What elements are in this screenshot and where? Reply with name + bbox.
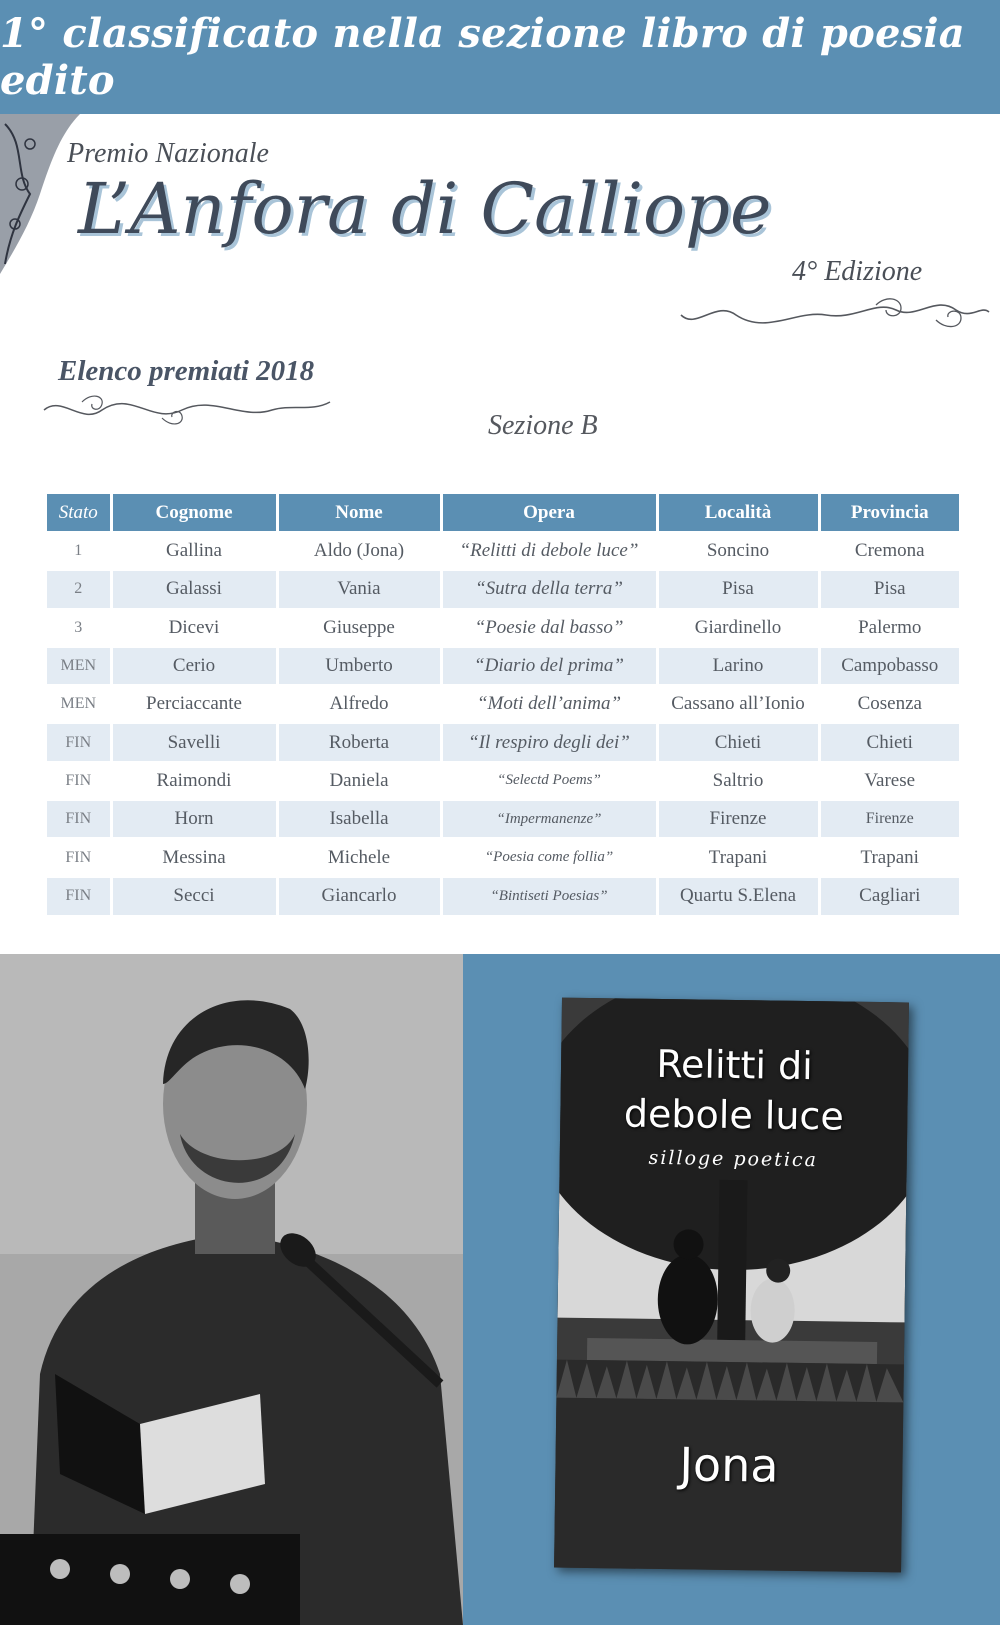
table-row xyxy=(47,800,959,838)
results-table xyxy=(47,494,959,915)
cell-stato: FIN xyxy=(47,838,111,876)
cell-nome: Aldo (Jona) xyxy=(277,532,441,570)
cell-stato: MEN xyxy=(47,647,111,685)
column-header: Opera xyxy=(441,494,657,532)
table-row xyxy=(47,877,959,915)
table-row xyxy=(47,570,959,608)
cell-stato: FIN xyxy=(47,723,111,761)
table-row xyxy=(47,685,959,723)
cell-localita: Cassano all’Ionio xyxy=(657,685,819,723)
premio-label: Premio Nazionale xyxy=(67,138,269,169)
cell-localita: Firenze xyxy=(657,800,819,838)
book-title-line1: Relitti di xyxy=(656,1041,814,1089)
flourish-ornament-small xyxy=(42,390,332,430)
cell-localita: Giardinello xyxy=(657,609,819,647)
cell-opera: “Diario del prima” xyxy=(441,647,657,685)
cell-stato: MEN xyxy=(47,685,111,723)
cell-nome: Vania xyxy=(277,570,441,608)
cell-nome: Alfredo xyxy=(277,685,441,723)
cell-provincia: Campobasso xyxy=(819,647,959,685)
cell-stato: FIN xyxy=(47,762,111,800)
banner-text: 1° classificato nella sezione libro di poesia edito xyxy=(0,10,965,104)
cell-provincia: Chieti xyxy=(819,723,959,761)
cell-provincia: Pisa xyxy=(819,570,959,608)
table-row xyxy=(47,609,959,647)
edition-label: 4° Edizione xyxy=(792,256,923,287)
cell-opera: “Moti dell’anima” xyxy=(441,685,657,723)
cell-localita: Larino xyxy=(657,647,819,685)
cell-cognome: Galassi xyxy=(111,570,277,608)
cell-cognome: Horn xyxy=(111,800,277,838)
column-header: Nome xyxy=(277,494,441,532)
table-row xyxy=(47,838,959,876)
cell-cognome: Raimondi xyxy=(111,762,277,800)
cell-nome: Umberto xyxy=(277,647,441,685)
cell-cognome: Gallina xyxy=(111,532,277,570)
book-author: Jona xyxy=(679,1437,779,1493)
cell-opera: “Relitti di debole luce” xyxy=(441,532,657,570)
book-title-line2: debole luce xyxy=(623,1091,845,1139)
author-reading-photo xyxy=(0,954,463,1625)
cell-provincia: Cagliari xyxy=(819,877,959,915)
flourish-ornament xyxy=(676,290,994,340)
book-cover xyxy=(554,998,909,1573)
cell-provincia: Trapani xyxy=(819,838,959,876)
book-title xyxy=(560,1038,908,1143)
cell-stato: 2 xyxy=(47,570,111,608)
cell-nome: Roberta xyxy=(277,723,441,761)
cell-provincia: Cremona xyxy=(819,532,959,570)
cell-opera: “Poesia come follia” xyxy=(441,838,657,876)
table-row xyxy=(47,647,959,685)
table-row xyxy=(47,532,959,570)
column-header: Provincia xyxy=(819,494,959,532)
cell-stato: 3 xyxy=(47,609,111,647)
cell-localita: Pisa xyxy=(657,570,819,608)
cell-opera: “Il respiro degli dei” xyxy=(441,723,657,761)
cell-nome: Isabella xyxy=(277,800,441,838)
cell-cognome: Dicevi xyxy=(111,609,277,647)
column-header: Cognome xyxy=(111,494,277,532)
cell-cognome: Savelli xyxy=(111,723,277,761)
cell-opera: “Bintiseti Poesias” xyxy=(441,877,657,915)
cell-nome: Giuseppe xyxy=(277,609,441,647)
cell-stato: FIN xyxy=(47,800,111,838)
table-header-row xyxy=(47,494,959,532)
cell-provincia: Palermo xyxy=(819,609,959,647)
cell-nome: Michele xyxy=(277,838,441,876)
cell-localita: Saltrio xyxy=(657,762,819,800)
cell-stato: 1 xyxy=(47,532,111,570)
cell-localita: Quartu S.Elena xyxy=(657,877,819,915)
book-subtitle: silloge poetica xyxy=(648,1146,819,1172)
elenco-premiati-title: Elenco premiati 2018 xyxy=(58,355,315,387)
section-label: Sezione B xyxy=(488,410,598,441)
cell-cognome: Secci xyxy=(111,877,277,915)
cell-localita: Trapani xyxy=(657,838,819,876)
author-silhouette xyxy=(0,954,463,1625)
cell-opera: “Selectd Poems” xyxy=(441,762,657,800)
cell-provincia: Cosenza xyxy=(819,685,959,723)
cell-cognome: Messina xyxy=(111,838,277,876)
cell-localita: Soncino xyxy=(657,532,819,570)
cell-nome: Daniela xyxy=(277,762,441,800)
table-row xyxy=(47,762,959,800)
cell-localita: Chieti xyxy=(657,723,819,761)
top-banner xyxy=(0,0,1000,114)
table-row xyxy=(47,723,959,761)
column-header: Località xyxy=(657,494,819,532)
cell-stato: FIN xyxy=(47,877,111,915)
cell-opera: “Poesie dal basso” xyxy=(441,609,657,647)
cell-opera: “Impermanenze” xyxy=(441,800,657,838)
column-header: Stato xyxy=(47,494,111,532)
cell-cognome: Cerio xyxy=(111,647,277,685)
award-title: L’Anfora di Calliope xyxy=(78,168,772,250)
cell-provincia: Varese xyxy=(819,762,959,800)
cell-provincia: Firenze xyxy=(819,800,959,838)
cell-nome: Giancarlo xyxy=(277,877,441,915)
cell-cognome: Perciaccante xyxy=(111,685,277,723)
cell-opera: “Sutra della terra” xyxy=(441,570,657,608)
